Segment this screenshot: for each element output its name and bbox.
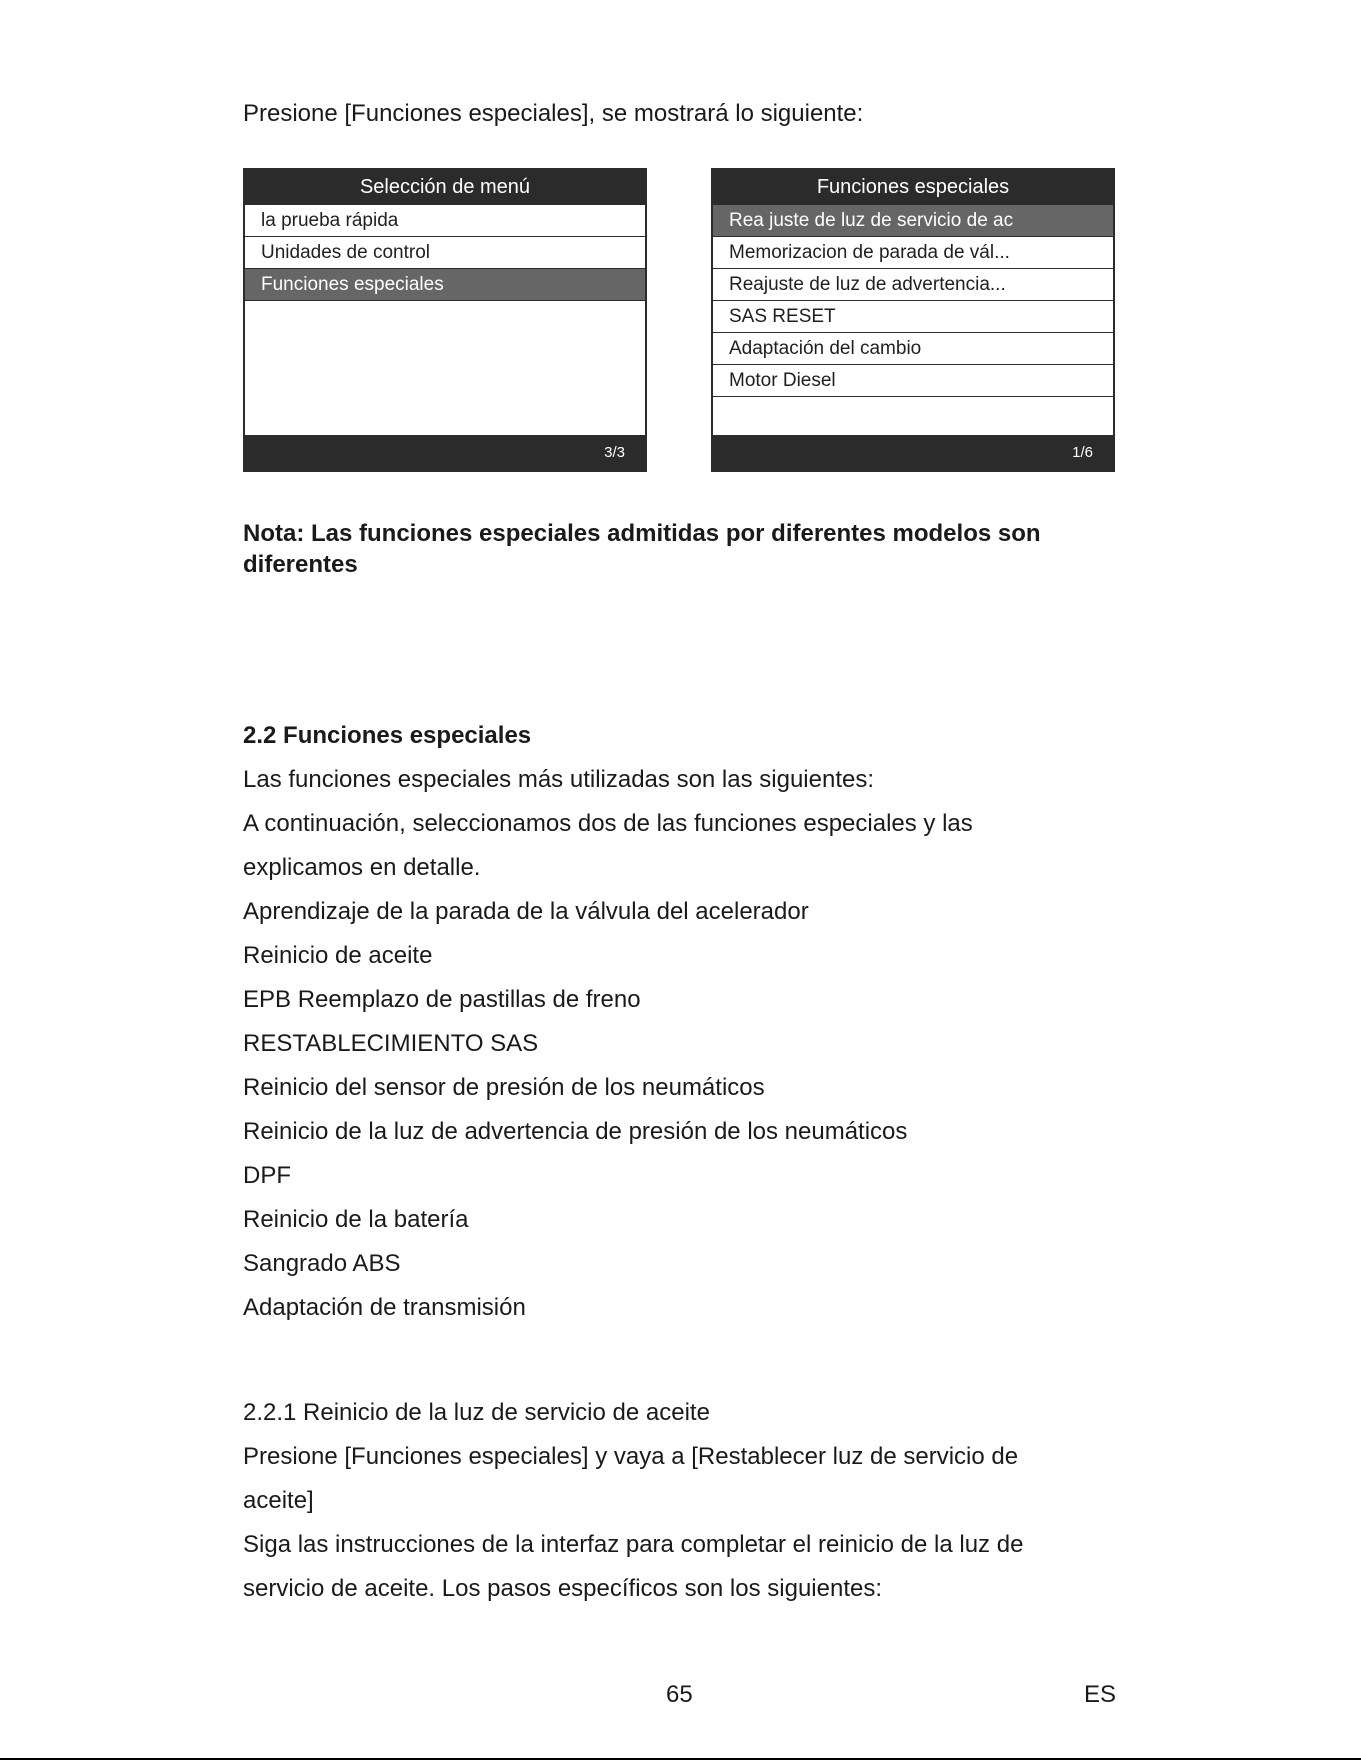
function-list-item: Adaptación de transmisión [243,1294,526,1321]
function-list-item: Sangrado ABS [243,1250,401,1277]
menu-item-special-functions[interactable]: Funciones especiales [245,269,645,301]
paragraph-line: A continuación, seleccionamos dos de las funciones especiales y las [243,810,973,837]
bottom-divider [0,1758,1361,1760]
paragraph-line: Las funciones especiales más utilizadas son las siguientes: [243,766,875,793]
function-list-item: Aprendizaje de la parada de la válvula del acelerador [243,898,809,925]
paragraph-line: explicamos en detalle. [243,854,481,881]
section-heading: 2.2 Funciones especiales [243,722,532,749]
paragraph-line: Presione [Funciones especiales] y vaya a [Restablecer luz de servicio de [243,1443,1019,1470]
note-text: Nota: Las funciones especiales admitidas por diferentes modelos son diferentes [243,520,1041,578]
menu-item-control-units[interactable]: Unidades de control [245,237,645,269]
function-list-item: Reinicio de la luz de advertencia de presión de los neumáticos [243,1118,908,1145]
special-functions-screen [711,168,1115,472]
function-list-item: RESTABLECIMIENTO SAS [243,1030,539,1057]
screen-title: Selección de menú [245,170,645,205]
paragraph-line: servicio de aceite. Los pasos específicos son los siguientes: [243,1575,883,1602]
menu-item-oil-service-reset[interactable]: Rea juste de luz de servicio de ac [713,205,1113,237]
subsection-heading: 2.2.1 Reinicio de la luz de servicio de aceite [243,1399,710,1426]
function-list-item: EPB Reemplazo de pastillas de freno [243,986,641,1013]
function-list-item: DPF [243,1162,291,1189]
paragraph-line: Siga las instrucciones de la interfaz para completar el reinicio de la luz de [243,1531,1024,1558]
page-indicator: 3/3 [245,435,645,470]
function-list-item: Reinicio de la batería [243,1206,469,1233]
menu-item-throttle-stop-memorization[interactable]: Memorizacion de parada de vál... [713,237,1113,269]
page-indicator: 1/6 [713,435,1113,470]
function-list-item: Reinicio del sensor de presión de los neumáticos [243,1074,765,1101]
menu-item-sas-reset[interactable]: SAS RESET [713,301,1113,333]
menu-item-quick-test[interactable]: la prueba rápida [245,205,645,237]
page-number: 65 [666,1681,693,1708]
menu-item-gear-adaptation[interactable]: Adaptación del cambio [713,333,1113,365]
oil-service-reset-subsection [243,1391,1123,1611]
menu-item-warning-light-reset[interactable]: Reajuste de luz de advertencia... [713,269,1113,301]
screen-title: Funciones especiales [713,170,1113,205]
special-functions-section [243,718,1123,1330]
function-list-item: Reinicio de aceite [243,942,433,969]
intro-text: Presione [Funciones especiales], se mostrará lo siguiente: [243,100,864,127]
menu-item-diesel-engine[interactable]: Motor Diesel [713,365,1113,397]
paragraph-line: aceite] [243,1487,314,1514]
menu-selection-screen [243,168,647,472]
language-code: ES [1084,1681,1117,1708]
